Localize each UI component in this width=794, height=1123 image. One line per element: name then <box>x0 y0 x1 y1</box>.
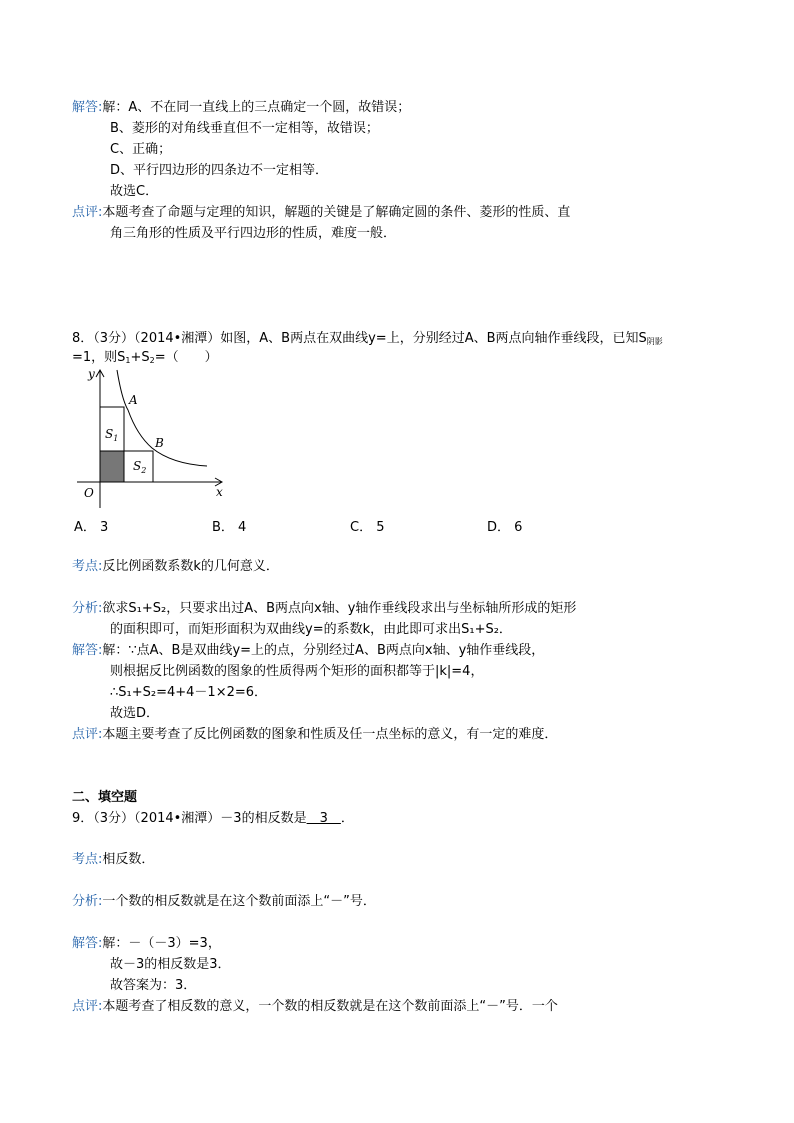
answer-line-4: D、平行四边形的四条边不一定相等． <box>110 163 329 178</box>
comment-line-2: 角三角形的性质及平行四边形的性质，难度一般． <box>110 226 397 241</box>
q8-dianping-line <box>72 726 557 744</box>
comment-text: 本题考查了命题与定理的知识，解题的关键是了解确定圆的条件、菱形的性质、直 <box>102 205 571 220</box>
hyperbola-figure <box>72 360 232 510</box>
answer-line-1 <box>72 99 410 117</box>
s1-label: $S_1$ <box>105 427 119 443</box>
answer-line-5: 故选C． <box>110 184 159 199</box>
answer-line-2: B、菱形的对角线垂直但不一定相等，故错误； <box>110 121 379 136</box>
option-d: D． 6 <box>487 520 523 535</box>
q9-stem-end: ． <box>340 811 354 826</box>
question-8-stem-text: 8．（3分）（2014•湘潭）如图，A、B两点在双曲线y=上，分别经过A、B两点向轴作垂线段，已知S <box>72 331 647 346</box>
jieda-text: 解：－（－3）=3， <box>102 936 221 951</box>
q8-jieda-line-2: 则根据反比例函数的图象的性质得两个矩形的面积都等于|k|=4， <box>110 664 484 679</box>
q9-jieda-line-2: 故－3的相反数是3． <box>110 957 231 972</box>
q9-answer-blank: 3 <box>306 811 341 826</box>
comment-label: 点评: <box>72 205 103 220</box>
sub-2: 2 <box>149 356 155 365</box>
stem-part: +S <box>130 350 150 365</box>
fenxi-label: 分析: <box>72 894 103 909</box>
dianping-text: 本题主要考查了反比例函数的图象和性质及任一点坐标的意义，有一定的难度． <box>102 727 558 742</box>
dianping-label: 点评: <box>72 727 103 742</box>
point-a-label: A <box>129 393 138 407</box>
q8-fenxi-line-1 <box>72 600 576 618</box>
option-b: B． 4 <box>212 520 247 535</box>
answer-text: 解：A、不在同一直线上的三点确定一个圆，故错误； <box>102 100 411 115</box>
q9-stem-text: 9．（3分）（2014•湘潭）－3的相反数是 <box>72 811 307 826</box>
shadow-subscript: 阴影 <box>646 337 663 346</box>
x-axis-label: x <box>216 485 223 499</box>
fenxi-text: 一个数的相反数就是在这个数前面添上“－”号． <box>102 894 376 909</box>
q9-fenxi-line <box>72 893 376 911</box>
kaodian-text: 反比例函数系数k的几何意义． <box>102 559 279 574</box>
y-axis-label: y <box>88 367 95 381</box>
option-a: A． 3 <box>74 520 109 535</box>
answer-line-3: C、正确； <box>110 142 172 157</box>
fenxi-text: 欲求S₁+S₂，只要求出过A、B两点向x轴、y轴作垂线段求出与坐标轴所形成的矩形 <box>102 601 577 616</box>
jieda-label: 解答: <box>72 643 103 658</box>
q9-kaodian-line <box>72 851 154 869</box>
stem-part: =1，则S <box>72 350 126 365</box>
fenxi-label: 分析: <box>72 601 103 616</box>
origin-label: O <box>84 486 94 500</box>
q8-jieda-line-1 <box>72 642 544 660</box>
jieda-label: 解答: <box>72 936 103 951</box>
q8-kaodian-line <box>72 558 279 576</box>
section-title: 二、填空题 <box>72 790 138 805</box>
answer-label: 解答: <box>72 100 103 115</box>
dianping-text: 本题考查了相反数的意义，一个数的相反数就是在这个数前面添上“－”号．一个 <box>102 999 558 1014</box>
q8-fenxi-line-2: 的面积即可，而矩形面积为双曲线y=的系数k，由此即可求出S₁+S₂． <box>110 622 512 637</box>
shaded-rectangle <box>100 451 124 482</box>
hyperbola-curve <box>117 370 207 466</box>
q9-dianping-line <box>72 998 558 1016</box>
kaodian-label: 考点: <box>72 852 103 867</box>
sub-1: 1 <box>125 356 131 365</box>
jieda-text: 解：∵点A、B是双曲线y=上的点，分别经过A、B两点向x轴、y轴作垂线段， <box>102 643 545 658</box>
point-b-label: B <box>155 436 164 450</box>
question-8-stem-line-1 <box>72 330 663 351</box>
kaodian-label: 考点: <box>72 559 103 574</box>
stem-part: =（ ） <box>154 350 218 365</box>
dianping-label: 点评: <box>72 999 103 1014</box>
q9-jieda-line-3: 故答案为：3． <box>110 978 197 993</box>
q9-jieda-line-1 <box>72 935 221 953</box>
question-9-stem <box>72 810 354 828</box>
q8-jieda-line-3: ∴S₁+S₂=4+4－1×2=6． <box>110 685 268 700</box>
kaodian-text: 相反数． <box>102 852 155 867</box>
q8-jieda-line-4: 故选D． <box>110 706 160 721</box>
option-c: C． 5 <box>350 520 385 535</box>
s2-label: $S_2$ <box>133 459 147 475</box>
comment-line-1 <box>72 204 570 222</box>
